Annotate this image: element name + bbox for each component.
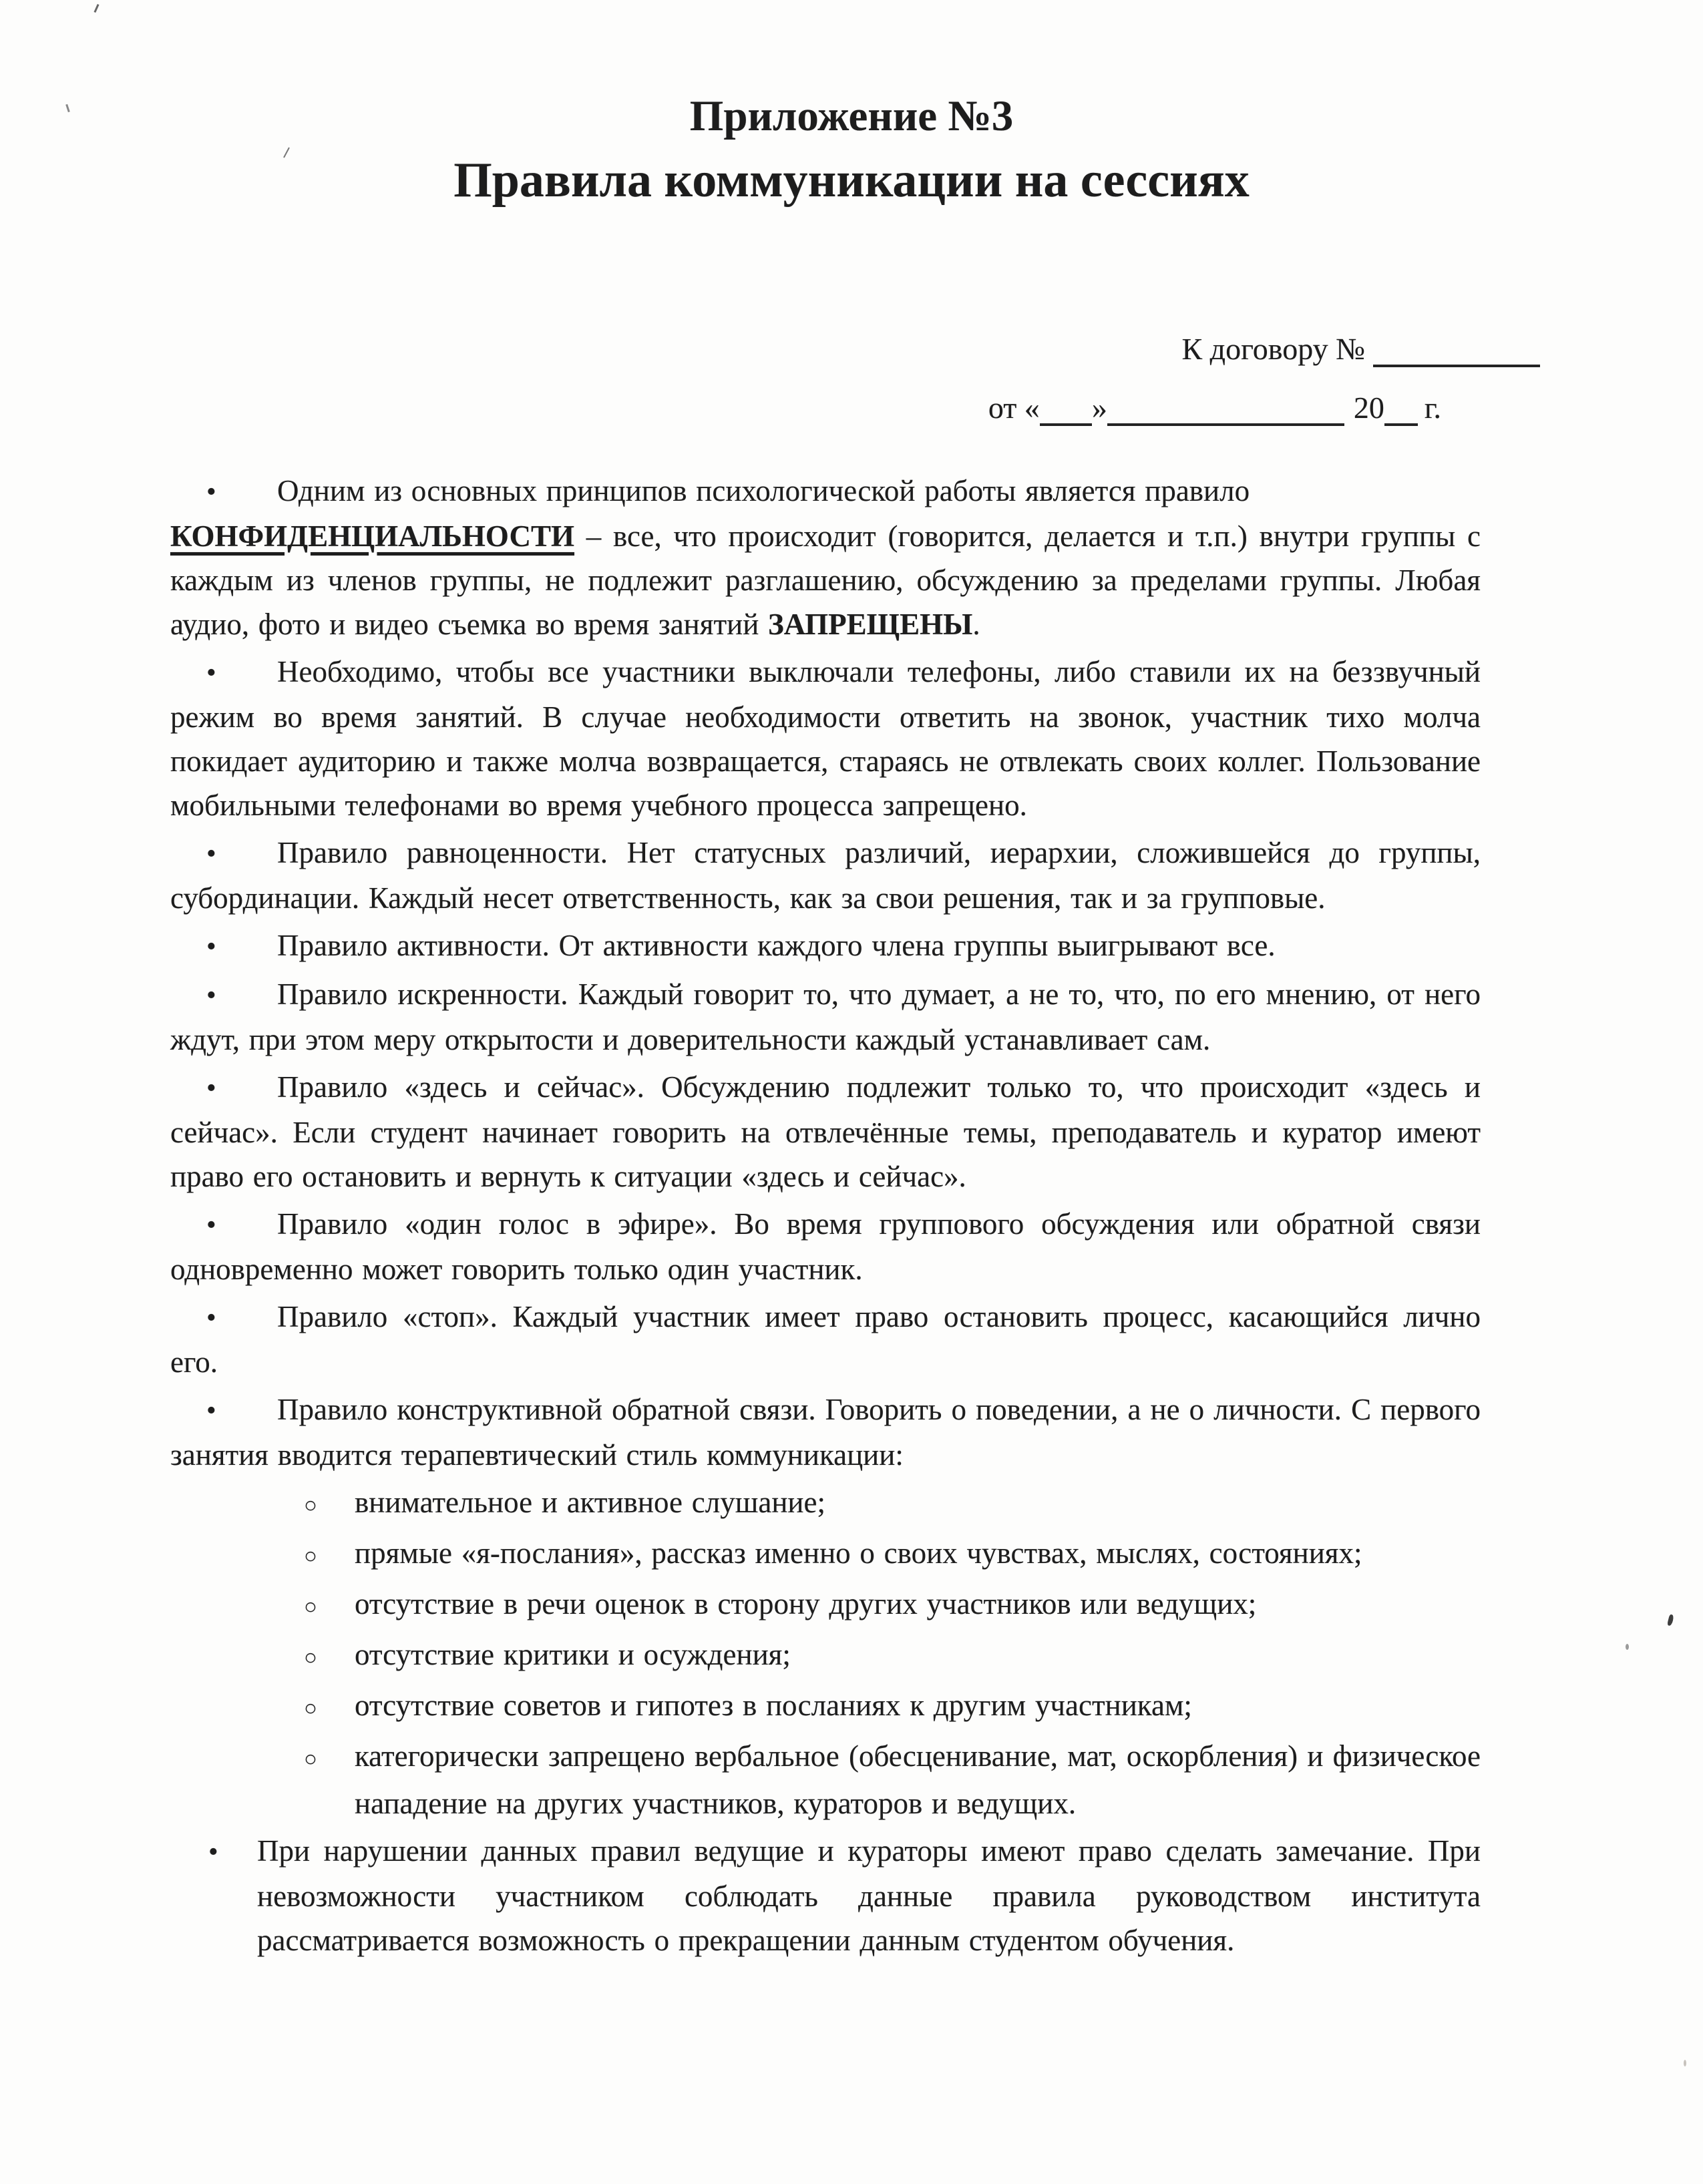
scan-speck <box>1626 1644 1629 1650</box>
rule-item <box>170 831 1481 920</box>
rule-item <box>170 1295 1481 1384</box>
rule-text: ЗАПРЕЩЕНЫ <box>768 608 973 641</box>
contract-number-label: К договору № <box>1181 332 1365 366</box>
bullet-icon: • <box>206 931 216 962</box>
contract-date-line <box>0 389 1441 427</box>
rule-sub-item <box>304 1632 1481 1680</box>
contract-month-blank <box>1107 423 1344 426</box>
rule-item <box>170 972 1481 1062</box>
rule-item <box>170 923 1481 969</box>
rule-text: Одним из основных принципов психологической работы является правило <box>277 474 1250 507</box>
rule-item <box>170 650 1481 827</box>
bullet-icon: • <box>206 1303 216 1333</box>
circle-bullet-icon: ○ <box>304 1544 317 1568</box>
bullet-icon: • <box>206 1210 216 1241</box>
rule-text: Правило искренности. Каждый говорит то, что думает, а не то, что, по его мнению, от него ждут, при этом меру открытости и доверительности каждый устанавливает сам. <box>170 977 1481 1056</box>
rule-sub-item <box>304 1734 1481 1825</box>
scan-speck <box>1684 2060 1686 2066</box>
rule-text: – все, что происходит (говорится, делается и т.п.) внутри группы с каждым из членов группы, не подлежит разглашению, обсуждению за пределами группы. Любая аудио, фото и видео съемка во время занятий <box>170 519 1481 641</box>
rule-text: Правило конструктивной обратной связи. Говорить о поведении, а не о личности. С первого занятия вводится терапевтический стиль коммуникации: <box>170 1393 1481 1472</box>
contract-year-blank <box>1384 423 1418 426</box>
rule-sub-item <box>304 1683 1481 1731</box>
rule-text: При нарушении данных правил ведущие и кураторы имеют право сделать замечание. При невозможности участником соблюдать данные правила руководством института рассматривается возможность о прекращении данным студентом обучения. <box>257 1834 1481 1957</box>
rule-text: КОНФИДЕНЦИАЛЬНОСТИ <box>170 519 574 553</box>
rule-sub-item <box>304 1531 1481 1578</box>
rule-text: Правило активности. От активности каждого члена группы выигрывают все. <box>277 929 1276 962</box>
rule-text: Правило «здесь и сейчас». Обсуждению подлежит только то, что происходит «здесь и сейчас». Если студент начинает говорить на отвлечённые темы, преподаватель и куратор имеют право его остановить и вернуть к ситуации «здесь и сейчас». <box>170 1070 1481 1193</box>
rule-text: отсутствие советов и гипотез в посланиях к другим участникам; <box>355 1689 1192 1722</box>
rule-item <box>170 1387 1481 1477</box>
rules-list <box>170 469 1481 1966</box>
rule-text: Правило «один голос в эфире». Во время группового обсуждения или обратной связи одновременно может говорить только один участник. <box>170 1207 1481 1286</box>
contract-year-suffix: г. <box>1424 391 1441 425</box>
rule-item <box>170 1202 1481 1291</box>
rule-text: Правило «стоп». Каждый участник имеет право остановить процесс, касающийся лично его. <box>170 1300 1481 1379</box>
rule-text: отсутствие критики и осуждения; <box>355 1638 791 1671</box>
scan-speck <box>1667 1614 1674 1626</box>
rule-text: прямые «я-послания», рассказ именно о своих чувствах, мыслях, состояниях; <box>355 1536 1362 1570</box>
bullet-icon: • <box>206 980 216 1011</box>
rule-text: . <box>972 608 980 641</box>
rule-item <box>170 1065 1481 1198</box>
scan-speck <box>93 4 99 13</box>
rule-sub-item <box>304 1582 1481 1629</box>
bullet-icon: • <box>208 1837 218 1868</box>
rule-text: внимательное и активное слушание; <box>355 1486 825 1519</box>
contract-day-blank <box>1040 423 1092 426</box>
rule-text: отсутствие в речи оценок в сторону других участников или ведущих; <box>355 1587 1257 1620</box>
contract-number-line <box>0 330 1540 369</box>
contract-year-prefix: 20 <box>1353 391 1384 425</box>
bullet-icon: • <box>206 839 216 869</box>
circle-bullet-icon: ○ <box>304 1697 317 1721</box>
rule-sub-item <box>304 1480 1481 1528</box>
circle-bullet-icon: ○ <box>304 1494 317 1518</box>
circle-bullet-icon: ○ <box>304 1646 317 1670</box>
rule-text: Необходимо, чтобы все участники выключали телефоны, либо ставили их на беззвучный режим во время занятий. В случае необходимости ответить на звонок, участник тихо молча покидает аудиторию и также молча возвращается, стараясь не отвлекать своих коллег. Пользование мобильными телефонами во время учебного процесса запрещено. <box>170 655 1481 822</box>
appendix-label: Приложение №3 <box>689 92 1014 140</box>
contract-date-close-quote: » <box>1091 391 1107 425</box>
rule-text: категорически запрещено вербальное (обесценивание, мат, оскорбления) и физическое нападение на других участников, кураторов и ведущих. <box>355 1739 1481 1820</box>
contract-date-from-label: от « <box>988 391 1040 425</box>
contract-number-blank <box>1373 365 1540 367</box>
bullet-icon: • <box>206 477 216 507</box>
rule-item <box>170 469 1481 646</box>
rule-text: Правило равноценности. Нет статусных различий, иерархии, сложившейся до группы, субординации. Каждый несет ответственность, как за свои решения, так и за групповые. <box>170 836 1481 915</box>
bullet-icon: • <box>206 1395 216 1426</box>
bullet-icon: • <box>206 658 216 688</box>
circle-bullet-icon: ○ <box>304 1595 317 1619</box>
rule-item <box>170 1829 1481 1962</box>
circle-bullet-icon: ○ <box>304 1747 317 1771</box>
bullet-icon: • <box>206 1073 216 1104</box>
page-title: Правила коммуникации на сессиях <box>453 153 1250 208</box>
contract-reference <box>0 330 1540 427</box>
